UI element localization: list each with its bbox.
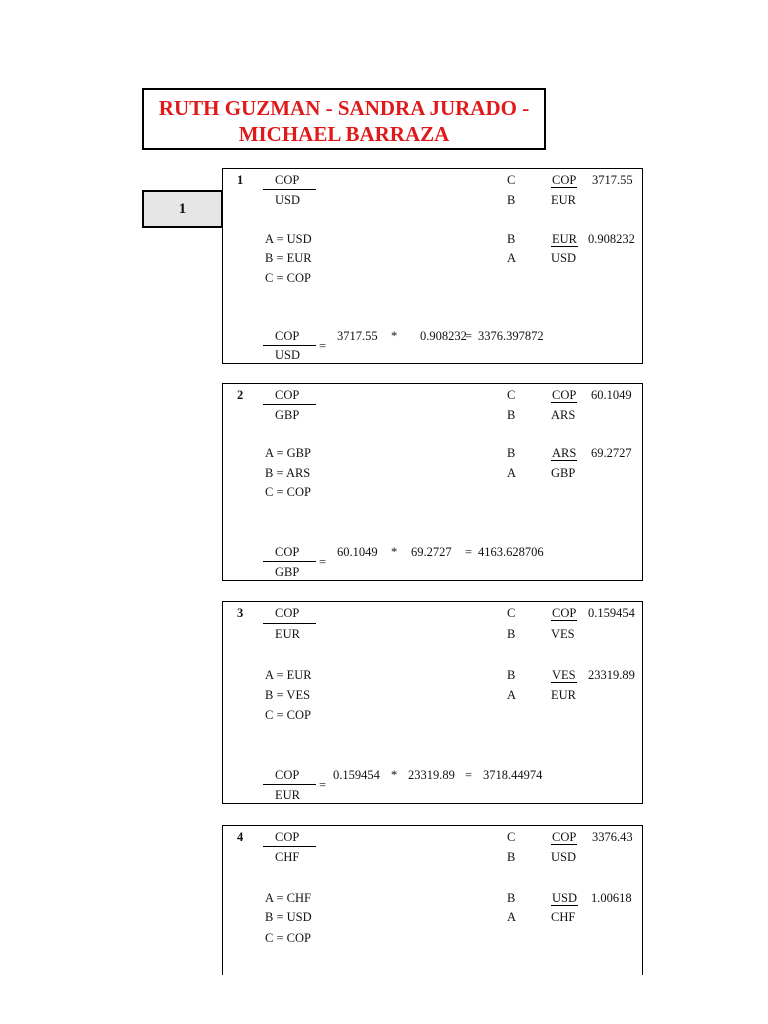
rate2-value: 23319.89 — [588, 668, 635, 682]
rate1-value: 60.1049 — [591, 388, 632, 402]
result-multiply: * — [391, 768, 398, 782]
rate1-value: 0.159454 — [588, 606, 635, 620]
rate1-value: 3376.43 — [592, 830, 633, 844]
rate2-value: 1.00618 — [591, 891, 632, 905]
problem-number: 3 — [237, 606, 244, 620]
definition-b: B = VES — [265, 688, 311, 702]
result-factor-2: 69.2727 — [411, 545, 452, 559]
rate2-label-bottom: A — [507, 466, 517, 480]
result-factor-1: 60.1049 — [337, 545, 378, 559]
result-multiply: * — [391, 329, 398, 343]
definition-c: C = COP — [265, 931, 311, 945]
rate2-numerator: VES — [552, 668, 576, 682]
rate2-numerator: USD — [552, 891, 578, 905]
rate1-label-bottom: B — [507, 193, 516, 207]
result-value: 4163.628706 — [478, 545, 544, 559]
result-factor-1: 0.159454 — [333, 768, 380, 782]
definition-a: A = USD — [265, 232, 312, 246]
problem-box-4 — [222, 825, 643, 975]
target-denominator: EUR — [275, 627, 300, 641]
result-equals-2: = — [465, 768, 473, 782]
result-factor-2: 23319.89 — [408, 768, 455, 782]
result-denominator: EUR — [275, 788, 300, 802]
definition-b: B = USD — [265, 910, 312, 924]
result-equals: = — [319, 778, 327, 792]
rate1-label-top: C — [507, 830, 516, 844]
result-value: 3718.44974 — [483, 768, 543, 782]
rate1-value: 3717.55 — [592, 173, 633, 187]
authors-line-1: RUTH GUZMAN - SANDRA JURADO - — [158, 96, 530, 120]
definition-c: C = COP — [265, 708, 311, 722]
rate2-denominator: USD — [551, 251, 577, 265]
result-fraction-line — [263, 784, 316, 785]
rate1-label-bottom: B — [507, 850, 516, 864]
result-numerator: COP — [275, 768, 300, 782]
result-numerator: COP — [275, 329, 300, 343]
result-denominator: USD — [275, 348, 301, 362]
result-fraction-line — [263, 345, 316, 346]
rate1-denominator: EUR — [551, 193, 576, 207]
definition-a: A = CHF — [265, 891, 311, 905]
rate1-denominator: VES — [551, 627, 575, 641]
target-numerator: COP — [275, 830, 300, 844]
result-multiply: * — [391, 545, 398, 559]
result-value: 3376.397872 — [478, 329, 544, 343]
target-numerator: COP — [275, 388, 300, 402]
target-denominator: USD — [275, 193, 301, 207]
rate1-label-top: C — [507, 388, 516, 402]
rate1-label-bottom: B — [507, 627, 516, 641]
rate1-denominator: ARS — [551, 408, 576, 422]
rate1-label-top: C — [507, 173, 516, 187]
target-denominator: CHF — [275, 850, 300, 864]
authors-title-box — [142, 88, 546, 150]
rate2-label-top: B — [507, 232, 516, 246]
rate1-denominator: USD — [551, 850, 577, 864]
rate2-value: 69.2727 — [591, 446, 632, 460]
result-equals: = — [319, 555, 327, 569]
rate2-denominator: GBP — [551, 466, 576, 480]
rate1-numerator: COP — [552, 606, 577, 620]
result-factor-1: 3717.55 — [337, 329, 378, 343]
problem-number: 1 — [237, 173, 244, 187]
rate2-label-top: B — [507, 891, 516, 905]
rate1-label-bottom: B — [507, 408, 516, 422]
definition-a: A = GBP — [265, 446, 311, 460]
rate1-numerator: COP — [552, 388, 577, 402]
definition-c: C = COP — [265, 271, 311, 285]
target-denominator: GBP — [275, 408, 300, 422]
rate2-label-bottom: A — [507, 688, 517, 702]
problem-box-2 — [222, 383, 643, 581]
problem-box-3 — [222, 601, 643, 804]
target-numerator: COP — [275, 173, 300, 187]
problem-number: 2 — [237, 388, 244, 402]
rate1-label-top: C — [507, 606, 516, 620]
rate2-label-top: B — [507, 446, 516, 460]
definition-b: B = ARS — [265, 466, 311, 480]
target-fraction-line — [263, 846, 316, 847]
rate2-label-bottom: A — [507, 251, 517, 265]
sheet-tab-1[interactable]: 1 — [142, 190, 223, 228]
rate1-numerator: COP — [552, 173, 577, 187]
result-fraction-line — [263, 561, 316, 562]
definition-a: A = EUR — [265, 668, 312, 682]
rate2-label-bottom: A — [507, 910, 517, 924]
result-equals-2: = — [465, 545, 473, 559]
rate2-label-top: B — [507, 668, 516, 682]
result-denominator: GBP — [275, 565, 300, 579]
definition-b: B = EUR — [265, 251, 312, 265]
result-equals-2: = — [465, 329, 473, 343]
result-factor-2: 0.908232 — [420, 329, 467, 343]
rate1-numerator: COP — [552, 830, 577, 844]
rate2-numerator: EUR — [552, 232, 577, 246]
target-fraction-line — [263, 404, 316, 405]
authors-line-2: MICHAEL BARRAZA — [238, 122, 450, 146]
problem-box-1 — [222, 168, 643, 364]
rate2-value: 0.908232 — [588, 232, 635, 246]
definition-c: C = COP — [265, 485, 311, 499]
target-fraction-line — [263, 189, 316, 190]
rate2-numerator: ARS — [552, 446, 577, 460]
rate2-denominator: EUR — [551, 688, 576, 702]
problem-number: 4 — [237, 830, 244, 844]
target-fraction-line — [263, 623, 316, 624]
rate2-denominator: CHF — [551, 910, 576, 924]
result-equals: = — [319, 339, 327, 353]
target-numerator: COP — [275, 606, 300, 620]
result-numerator: COP — [275, 545, 300, 559]
